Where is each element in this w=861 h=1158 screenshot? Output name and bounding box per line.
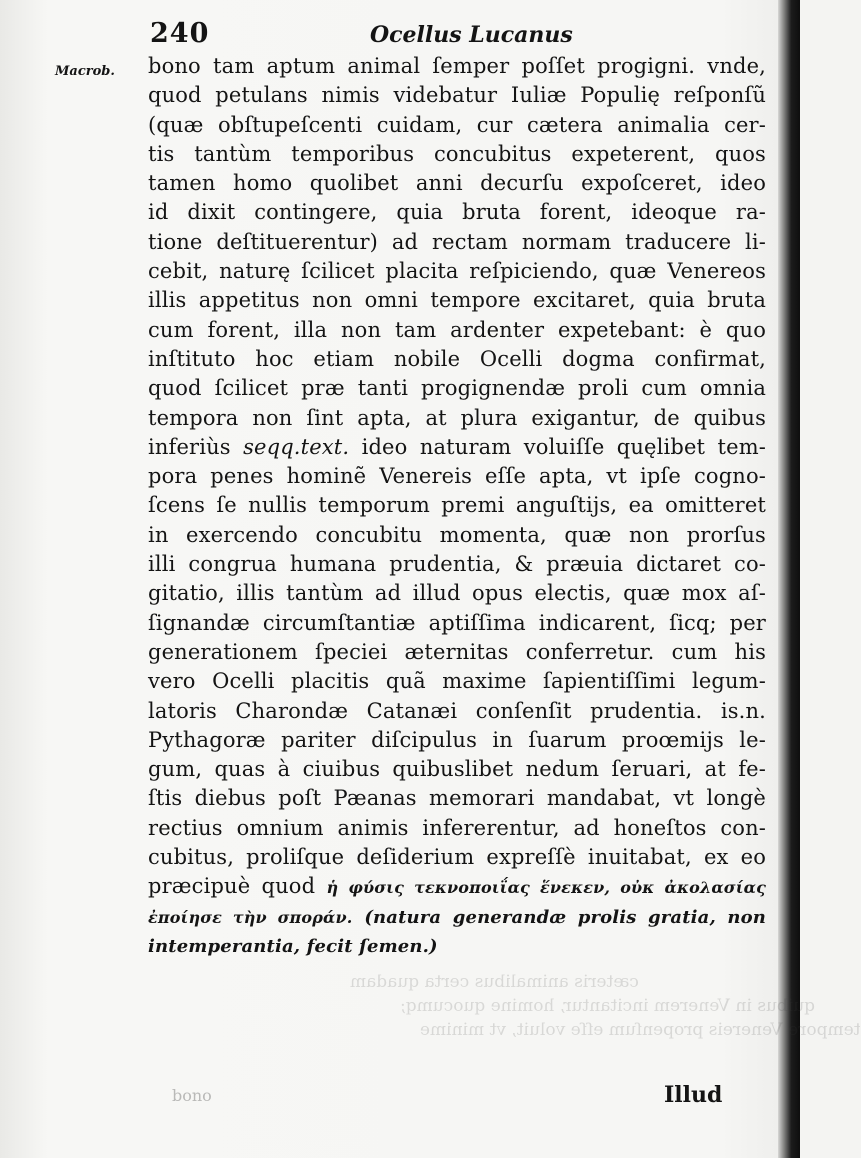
italic-text: seqq.text. xyxy=(243,434,350,459)
text-line xyxy=(148,316,766,345)
roman-text: (quæ obſtupeſcenti cuidam, cur cætera animalia cer- xyxy=(148,112,766,137)
text-line xyxy=(148,609,766,638)
roman-text: inferiùs xyxy=(148,434,244,459)
text-line xyxy=(148,81,766,110)
body-text xyxy=(148,52,766,960)
bleed-through-text: quibus in Venerem incitantur, homine quocumq; xyxy=(400,996,816,1016)
text-line xyxy=(148,257,766,286)
roman-text: gitatio, illis tantùm ad illud opus electis, quæ mox aſ- xyxy=(148,581,766,606)
text-line xyxy=(148,931,766,960)
italic-text: (natura generandæ prolis gratia, non xyxy=(364,906,767,928)
roman-text: quod ſcilicet præ tanti progignendæ proli cum omnia xyxy=(148,376,766,401)
roman-text: cubitus, proliſque deſiderium expreſſè inuitabat, ex eo xyxy=(148,845,766,870)
roman-text: cebit, naturę ſcilicet placita reſpiciendo, quæ Venereos xyxy=(148,259,766,284)
roman-text: illis appetitus non omni tempore excitaret, quia bruta xyxy=(148,288,766,313)
roman-text: tis tantùm temporibus concubitus expeterent, quos xyxy=(148,141,766,166)
text-line xyxy=(148,667,766,696)
roman-text: generationem ſpeciei æternitas conferretur. cum his xyxy=(148,639,766,664)
roman-text: bono tam aptum animal ſemper poſſet progigni. vnde, xyxy=(148,54,766,78)
roman-text: tempora non ſint apta, at plura exigantur, de quibus xyxy=(148,405,766,430)
greek-quotation: ἡ φύσις τεκνοποιΐας ἕνεκεν, οὐκ ἀκολασίας xyxy=(326,878,766,898)
greek-quotation: ἐποίησε τὴν σποράν. xyxy=(148,907,353,927)
roman-text: inſtituto hoc etiam nobile Ocelli dogma confirmat, xyxy=(148,346,766,371)
text-line xyxy=(148,726,766,755)
bleed-through-text: tempore Venereis propenſum eſſe voluit, vt minime xyxy=(420,1020,861,1040)
roman-text: rectius omnium animis infererentur, ad honeſtos con- xyxy=(148,815,766,840)
bleed-through-text: cæteris animalibus certa quadam xyxy=(350,972,639,992)
text-line xyxy=(148,697,766,726)
text-line xyxy=(148,286,766,315)
running-head: Ocellus Lucanus xyxy=(370,22,573,48)
roman-text: ſtis diebus poſt Pæanas memorari mandabat, vt longè xyxy=(148,786,766,811)
text-line xyxy=(148,521,766,550)
text-line xyxy=(148,462,766,491)
roman-text: ideo naturam voluiſſe quęlibet tem- xyxy=(349,434,767,459)
roman-text xyxy=(352,904,364,928)
text-line xyxy=(148,140,766,169)
roman-text: illi congrua humana prudentia, & præuia dictaret co- xyxy=(148,552,766,577)
text-line xyxy=(148,345,766,374)
roman-text: quod petulans nimis videbatur Iuliæ Populię reſponſũ xyxy=(148,83,766,108)
roman-text: tione deſtituerentur) ad rectam normam traducere li- xyxy=(148,229,766,254)
page-header xyxy=(150,18,610,52)
roman-text: præcipuè quod xyxy=(148,874,327,899)
roman-text: id dixit contingere, quia bruta forent, ideoque ra- xyxy=(148,200,766,225)
text-line xyxy=(148,228,766,257)
roman-text: vero Ocelli placitis quã maxime ſapientiſſimi legum- xyxy=(148,669,766,694)
text-line xyxy=(148,814,766,843)
text-line xyxy=(148,872,766,901)
text-line xyxy=(148,404,766,433)
text-line xyxy=(148,491,766,520)
roman-text: pora penes hominẽ Venereis eſſe apta, vt ipſe cogno- xyxy=(148,464,766,489)
text-line xyxy=(148,843,766,872)
text-line xyxy=(148,52,766,81)
text-line xyxy=(148,755,766,784)
roman-text: tamen homo quolibet anni decurſu expoſceret, ideo xyxy=(148,171,766,196)
page-number: 240 xyxy=(150,18,210,49)
margin-note: Macrob. xyxy=(55,64,115,79)
roman-text: Pythagoræ pariter diſcipulus in ſuarum proœmijs le- xyxy=(148,727,766,752)
text-line xyxy=(148,198,766,227)
text-line xyxy=(148,902,766,931)
roman-text: gum, quas à ciuibus quibuslibet nedum ſeruari, at fe- xyxy=(148,757,766,782)
roman-text: latoris Charondæ Catanæi conſenſit prudentia. is.n. xyxy=(148,698,766,723)
text-line xyxy=(148,638,766,667)
text-line xyxy=(148,550,766,579)
text-line xyxy=(148,111,766,140)
roman-text: in exercendo concubitu momenta, quæ non prorſus xyxy=(148,522,766,547)
catchword: Illud xyxy=(664,1082,723,1108)
italic-text: intemperantia, fecit ſemen.) xyxy=(148,935,438,957)
text-line xyxy=(148,433,766,462)
text-line xyxy=(148,374,766,403)
bleed-through-text: bono xyxy=(172,1086,212,1105)
roman-text: cum forent, illa non tam ardenter expetebant: è quo xyxy=(148,317,766,342)
text-line xyxy=(148,784,766,813)
roman-text: ſignandæ circumſtantiæ aptiſſima indicarent, ſicq; per xyxy=(148,610,766,635)
text-line xyxy=(148,169,766,198)
page-edge-shadow xyxy=(778,0,800,1158)
roman-text: ſcens ſe nullis temporum premi anguſtijs, ea omitteret xyxy=(148,493,766,518)
text-line xyxy=(148,579,766,608)
